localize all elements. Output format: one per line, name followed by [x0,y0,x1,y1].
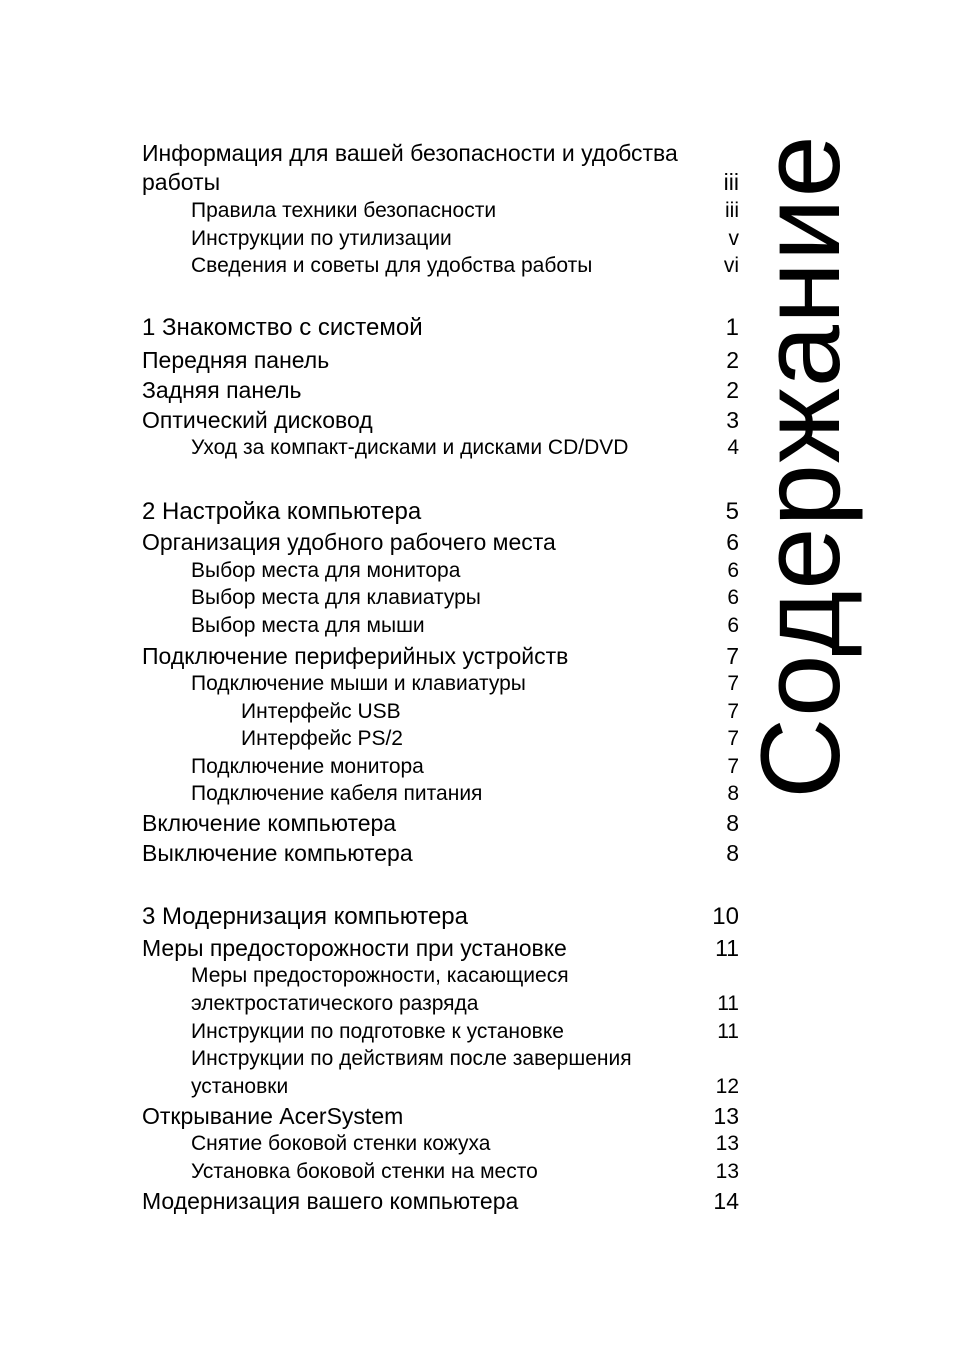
toc-entry-label: Уход за компакт-дисками и дисками CD/DVD [191,436,629,459]
toc-entry-label: Меры предосторожности при установке [142,935,567,961]
toc-entry-page: 1 [725,314,739,341]
toc-entry-label: Интерфейс USB [241,700,401,723]
toc-entry-label: Правила техники безопасности [191,199,497,222]
toc-entry-page: v [728,227,739,250]
toc-entry-label: Передняя панель [142,347,330,373]
toc-entry-page: 10 [712,903,739,930]
toc-entry-label: Открывание AcerSystem [142,1103,404,1129]
toc-entry-label: Модернизация вашего компьютера [142,1188,519,1214]
toc-entry-label: 2 Настройка компьютера [142,498,422,525]
toc-entry-label: Задняя панель [142,377,302,403]
toc-entry-page: 14 [713,1188,739,1214]
toc-entry-page: 5 [725,498,739,525]
toc-entry-label: Выбор места для мыши [191,614,425,637]
toc-entry-label: Снятие боковой стенки кожуха [191,1132,491,1155]
toc-entry-page: 6 [727,586,739,609]
toc-entry-label: 1 Знакомство с системой [142,314,423,341]
toc-entry-label: Подключение периферийных устройств [142,643,569,669]
toc-entry-label: Информация для вашей безопасности и удобства [142,140,678,166]
toc-entry-page: 2 [726,347,739,373]
toc-entry-page: 3 [726,407,739,433]
toc-entry-label: 3 Модернизация компьютера [142,903,468,930]
toc-entry-page: 7 [727,700,739,723]
page-title [720,133,880,799]
toc-entry-label: Оптический дисковод [142,407,373,433]
toc-entry-page: 11 [717,992,739,1015]
toc-entry-page: 4 [727,436,739,459]
toc-entry-page: vi [723,254,739,277]
toc-entry-page: 13 [715,1132,739,1155]
toc-entry-page: iii [725,199,739,222]
toc-entry-page: 6 [727,614,739,637]
toc-entry-label: Выбор места для монитора [191,559,461,582]
toc-entry-page: 13 [715,1160,739,1183]
toc-entry-page: 8 [726,840,739,866]
toc-entry-page: 8 [727,782,739,805]
toc-entry-page: 7 [727,727,739,750]
toc-entry-page: 7 [727,755,739,778]
toc-entry-label: электростатического разряда [191,992,479,1015]
toc-entry-label: Меры предосторожности, касающиеся [191,964,569,987]
toc-entry-label: Подключение монитора [191,755,424,778]
toc-entry-label: работы [142,169,221,195]
toc-entry-page: 6 [727,559,739,582]
toc-entry-page: 11 [717,1020,739,1043]
toc-entry-page: 13 [713,1103,739,1129]
toc-entry-label: Инструкции по действиям после завершения [191,1047,632,1070]
toc-entry-label: Подключение кабеля питания [191,782,483,805]
toc-entry-page: 12 [715,1075,739,1098]
toc-entry-page: 7 [726,643,739,669]
toc-entry-label: Инструкции по утилизации [191,227,452,250]
toc-entry-label: Подключение мыши и клавиатуры [191,672,526,695]
toc-entry-label: Инструкции по подготовке к установке [191,1020,564,1043]
toc-entry-label: Включение компьютера [142,810,397,836]
toc-entry-label: Интерфейс PS/2 [241,727,403,750]
toc-entry-page: 6 [726,529,739,555]
page-title-text: Содержание [737,133,863,799]
toc-entry-page: 7 [727,672,739,695]
toc-entry-label: Выбор места для клавиатуры [191,586,481,609]
toc-entry-label: Сведения и советы для удобства работы [191,254,593,277]
toc-entry-page: 8 [726,810,739,836]
toc-entry-label: Организация удобного рабочего места [142,529,556,555]
toc-entry-page: iii [723,169,739,195]
toc-entry-label: Установка боковой стенки на место [191,1160,538,1183]
toc-entry-page: 11 [715,935,739,961]
toc-entry-page: 2 [726,377,739,403]
toc-entry-label: Выключение компьютера [142,840,413,866]
toc-entry-label: установки [191,1075,289,1098]
